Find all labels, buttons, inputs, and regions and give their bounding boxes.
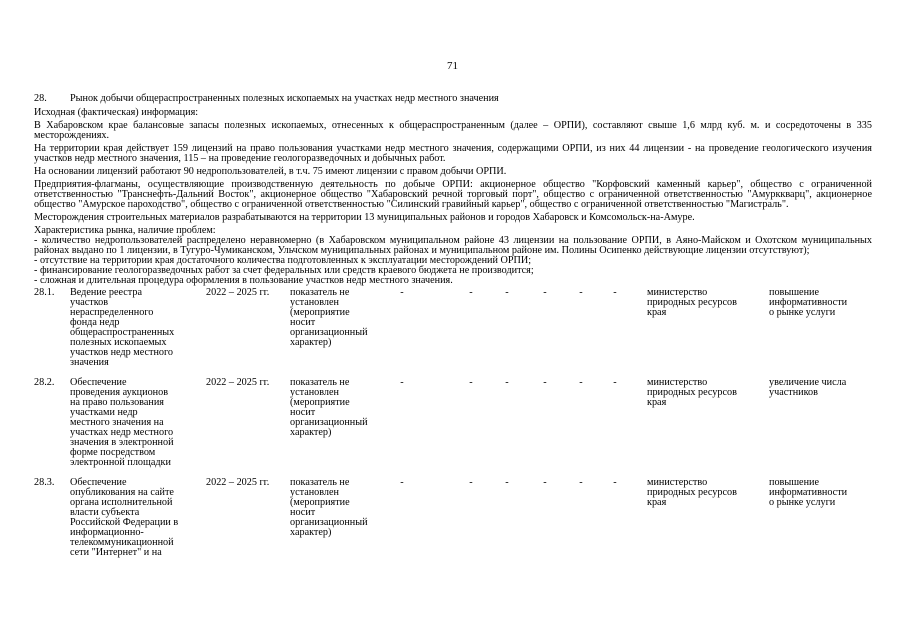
value-cell: - — [543, 377, 547, 388]
responsible-body — [647, 288, 765, 318]
responsible-body — [647, 478, 765, 508]
value-cell: - — [543, 287, 547, 298]
value-cell: - — [613, 477, 617, 488]
result-line: информативности — [769, 297, 848, 308]
measures-table — [34, 288, 872, 568]
value-cell: - — [469, 477, 473, 488]
table-row — [34, 378, 872, 478]
value-cell: - — [400, 287, 404, 298]
indicator — [290, 378, 394, 438]
indicator-line: носит — [290, 317, 316, 328]
value-cell: - — [579, 377, 583, 388]
expected-result — [769, 378, 873, 398]
measure-name-line: местного значения на — [70, 417, 164, 428]
period: 2022 – 2025 гг. — [206, 377, 270, 388]
problem-item: - сложная и длительная процедура оформления в пользование участков недр местного значения. — [34, 275, 453, 286]
measure-name-line: участках недр местного — [70, 427, 174, 438]
responsible-body — [647, 378, 765, 408]
indicator-line: (мероприятие — [290, 307, 350, 318]
paragraph-subsoil-users: На основании лицензий работают 90 недропользователей, в т.ч. 75 имеют лицензии с правом добычи ОРПИ. — [34, 166, 507, 177]
indicator-line: характер) — [290, 427, 332, 438]
page-number: 71 — [447, 60, 458, 72]
measure-name-line: власти субъекта — [70, 507, 140, 518]
indicator-line: носит — [290, 407, 316, 418]
indicator-line: организационный — [290, 327, 368, 338]
value-cell: - — [469, 377, 473, 388]
measure-name-line: нераспределенного — [70, 307, 154, 318]
indicator-line: установлен — [290, 297, 339, 308]
measure-name — [70, 378, 210, 468]
indicator — [290, 478, 394, 538]
value-cell: - — [400, 477, 404, 488]
measure-name-line: органа исполнительной — [70, 497, 173, 508]
responsible-line: природных ресурсов — [647, 297, 737, 308]
indicator-line: показатель не — [290, 287, 350, 298]
section-heading — [34, 94, 872, 104]
market-problems — [34, 226, 872, 286]
measure-name-line: общераспространенных — [70, 327, 175, 338]
value-cell: - — [543, 477, 547, 488]
indicator-line: показатель не — [290, 377, 350, 388]
result-line: о рынке услуги — [769, 497, 836, 508]
problem-item: - отсутствие на территории края достаточного количества подготовленных к эксплуатации месторождений ОРПИ; — [34, 255, 532, 266]
paragraph-source-info: Исходная (фактическая) информация: — [34, 107, 199, 118]
measure-name-line: сети "Интернет" и на — [70, 547, 162, 558]
problems-heading: Характеристика рынка, наличие проблем: — [34, 225, 216, 236]
measure-name-line: опубликования на сайте — [70, 487, 174, 498]
indicator-line: (мероприятие — [290, 397, 350, 408]
paragraph-reserves: В Хабаровском крае балансовые запасы полезных ископаемых, отнесенных к общераспространенным (далее – ОРПИ), составляют свыше 1,6 млрд куб. м. и сосредоточены в 335 месторождениях. — [34, 120, 872, 141]
value-cell: - — [505, 477, 509, 488]
indicator-line: организационный — [290, 417, 368, 428]
indicator-line: установлен — [290, 487, 339, 498]
expected-result — [769, 288, 873, 318]
measure-name — [70, 288, 210, 368]
measure-name-line: электронной площадки — [70, 457, 171, 468]
measure-name — [70, 478, 210, 558]
measure-name-line: информационно- — [70, 527, 144, 538]
value-cell: - — [469, 287, 473, 298]
value-cell: - — [579, 287, 583, 298]
period: 2022 – 2025 гг. — [206, 477, 270, 488]
responsible-line: министерство — [647, 377, 708, 388]
measure-name-line: на право пользования — [70, 397, 164, 408]
value-cell: - — [505, 377, 509, 388]
measure-name-line: участков — [70, 297, 109, 308]
problem-item: - количество недропользователей распределено неравномерно (в Хабаровском муниципальном районе 43 лицензии на пользование ОРПИ, в Аяно-Майском и Охотском муниципальных районах выдано по 1 лицензии, в Тугуро-Чумиканском, Ульчском муниципальных районах и муниципальном районе им. Полины Осипенко действующие лицензии отсутствуют); — [34, 235, 872, 256]
measure-name-line: проведения аукционов — [70, 387, 169, 398]
responsible-line: края — [647, 397, 667, 408]
row-number: 28.3. — [34, 477, 55, 488]
paragraph-licenses: На территории края действует 159 лицензий на право пользования участками недр местного значения, содержащими ОРПИ, из них 44 лицензии - на проведение геологического изучения участков недр местного значения, 115 – на проведение геологоразведочных и добычных работ. — [34, 143, 872, 164]
measure-name-line: значения в электронной — [70, 437, 174, 448]
section-number: 28. — [34, 93, 47, 104]
indicator-line: установлен — [290, 387, 339, 398]
measure-name-line: форме посредством — [70, 447, 156, 458]
value-cell: - — [579, 477, 583, 488]
measure-name-line: значения — [70, 357, 109, 368]
responsible-line: края — [647, 307, 667, 318]
measure-name-line: полезных ископаемых — [70, 337, 167, 348]
responsible-line: природных ресурсов — [647, 487, 737, 498]
measure-name-line: участков недр местного — [70, 347, 174, 358]
period: 2022 – 2025 гг. — [206, 287, 270, 298]
value-cell: - — [505, 287, 509, 298]
measure-name-line: Обеспечение — [70, 377, 127, 388]
measure-name-line: Обеспечение — [70, 477, 127, 488]
measure-name-line: фонда недр — [70, 317, 120, 328]
result-line: о рынке услуги — [769, 307, 836, 318]
section-title: Рынок добычи общераспространенных полезных ископаемых на участках недр местного значения — [70, 93, 499, 104]
row-number: 28.2. — [34, 377, 55, 388]
measure-name-line: участками недр — [70, 407, 138, 418]
document-body — [34, 94, 872, 568]
responsible-line: министерство — [647, 477, 708, 488]
result-line: повышение — [769, 477, 819, 488]
indicator-line: организационный — [290, 517, 368, 528]
measure-name-line: Ведение реестра — [70, 287, 142, 298]
result-line: участников — [769, 387, 818, 398]
indicator — [290, 288, 394, 348]
value-cell: - — [613, 377, 617, 388]
result-line: увеличение числа — [769, 377, 847, 388]
indicator-line: (мероприятие — [290, 497, 350, 508]
indicator-line: характер) — [290, 527, 332, 538]
responsible-line: края — [647, 497, 667, 508]
indicator-line: носит — [290, 507, 316, 518]
paragraph-flagship-enterprises: Предприятия-флагманы, осуществляющие производственную деятельность по добыче ОРПИ: акционерное общество "Корфовский каменный карьер", общество с ограниченной ответственностью "Транснефть-Дальний Восток", акционерное общество "Хабаровский речной торговый порт", общество с ограниченной ответственностью "Амурккварц", акционерное общество "Амурское пароходство", общество с ограниченной ответственностью "Силинский гравийный карьер", общество с ограниченной ответственностью "Магистраль". — [34, 179, 872, 210]
expected-result — [769, 478, 873, 508]
value-cell: - — [400, 377, 404, 388]
measure-name-line: Российской Федерации в — [70, 517, 179, 528]
result-line: повышение — [769, 287, 819, 298]
row-number: 28.1. — [34, 287, 55, 298]
value-cell: - — [613, 287, 617, 298]
measure-name-line: телекоммуникационной — [70, 537, 174, 548]
responsible-line: министерство — [647, 287, 708, 298]
indicator-line: характер) — [290, 337, 332, 348]
responsible-line: природных ресурсов — [647, 387, 737, 398]
table-row — [34, 478, 872, 568]
table-row — [34, 288, 872, 378]
paragraph-deposits: Месторождения строительных материалов разрабатываются на территории 13 муниципальных районов и городов Хабаровск и Комсомольск-на-Амуре. — [34, 212, 695, 223]
indicator-line: показатель не — [290, 477, 350, 488]
problem-item: - финансирование геологоразведочных работ за счет федеральных или средств краевого бюджета не производится; — [34, 265, 534, 276]
result-line: информативности — [769, 487, 848, 498]
